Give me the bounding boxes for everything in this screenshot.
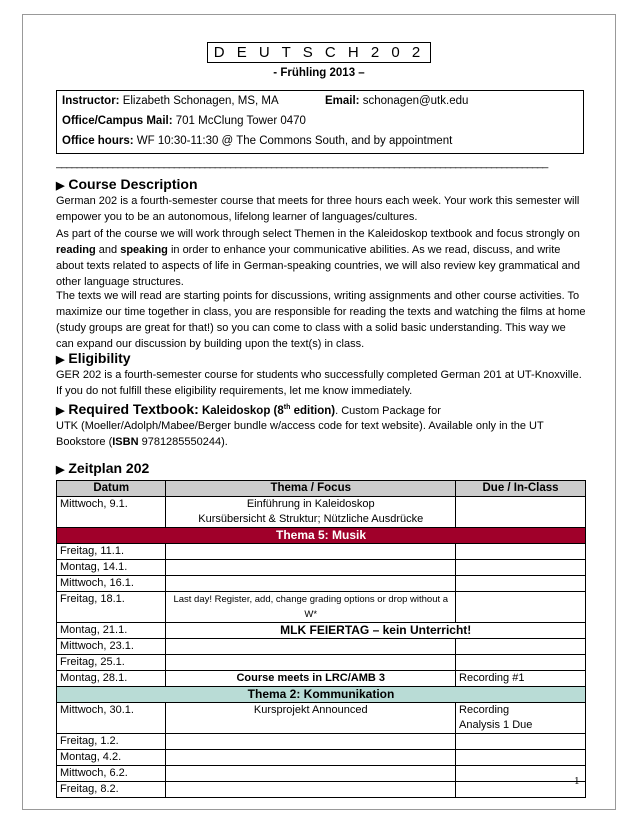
focus-cell <box>166 734 456 750</box>
p2-reading: reading <box>56 244 96 256</box>
date-cell: Montag, 14.1. <box>57 560 166 576</box>
textbook-line1-rest: . Custom Package for <box>335 405 441 417</box>
title-text: D E U T S C H 2 0 2 <box>207 42 432 63</box>
due-cell <box>456 766 586 782</box>
zeitplan-heading <box>56 460 149 476</box>
p2-speaking: speaking <box>120 244 168 256</box>
email-label: Email: <box>325 95 360 107</box>
focus-cell <box>166 750 456 766</box>
due-cell: Recording #1 <box>456 671 586 687</box>
due-cell <box>456 782 586 798</box>
textbook-text <box>56 418 586 450</box>
table-row <box>57 766 586 782</box>
focus-line-2: Kursübersicht & Struktur; Nützliche Ausdrücke <box>198 513 424 525</box>
holiday-cell: MLK FEIERTAG – kein Unterricht! <box>166 623 586 639</box>
table-row <box>57 544 586 560</box>
course-description-title: Course Description <box>68 176 198 192</box>
document-subtitle: - Frühling 2013 – <box>273 67 365 79</box>
focus-cell <box>166 655 456 671</box>
course-description-p3: The texts we will read are starting points for discussions, writing assignments and other course activities. To maximize our time together in class, you are responsible for reading the texts and watching the films at home (study groups are great for that!) so you can come to class with a solid basic understanding. This way we can expand our discussion by building upon the text(s) in class. <box>56 290 586 350</box>
email-row <box>325 95 468 107</box>
table-row <box>57 671 586 687</box>
due-cell <box>456 655 586 671</box>
table-row <box>57 750 586 766</box>
triangle-right-icon: ▶ <box>56 464 65 476</box>
p2-and: and <box>95 244 121 256</box>
table-row <box>57 623 586 639</box>
table-row <box>57 576 586 592</box>
focus-cell: Last day! Register, add, change grading options or drop without a W* <box>166 592 456 623</box>
textbook-title: Required Textbook: <box>68 401 199 417</box>
focus-cell <box>166 560 456 576</box>
textbook-line2: UTK (Moeller/Adolph/Mabee/Berger bundle w/access code for text website). Available only in the UT Bookstore ( <box>56 420 544 448</box>
hours-label: Office hours: <box>62 135 134 147</box>
thema-2-label: Thema 2: Kommunikation <box>57 687 586 703</box>
isbn-label: ISBN <box>112 436 139 448</box>
table-row <box>57 639 586 655</box>
office-value: 701 McClung Tower 0470 <box>172 115 306 127</box>
date-cell: Mittwoch, 9.1. <box>57 497 166 528</box>
thema-5-label: Thema 5: Musik <box>57 528 586 544</box>
schedule-table <box>56 480 586 798</box>
header-due: Due / In-Class <box>456 481 586 497</box>
due-line-1: Recording <box>459 704 510 716</box>
date-cell: Freitag, 18.1. <box>57 592 166 623</box>
p2-text-b: in order to enhance your communicative abilities. As we read, discuss, and write about texts related to aspects of life in German-speaking countries, we will also review key grammatical and other language structures. <box>56 244 580 288</box>
course-description-heading <box>56 176 198 192</box>
date-cell: Mittwoch, 30.1. <box>57 703 166 734</box>
thema-5-row <box>57 528 586 544</box>
date-cell: Montag, 21.1. <box>57 623 166 639</box>
hours-value: WF 10:30-11:30 @ The Commons South, and by appointment <box>133 135 453 147</box>
table-row <box>57 703 586 734</box>
focus-cell <box>166 766 456 782</box>
due-line-2: Analysis 1 Due <box>459 719 533 731</box>
date-cell: Montag, 4.2. <box>57 750 166 766</box>
instructor-value: Elizabeth Schonagen, MS, MA <box>119 95 279 107</box>
document-title <box>0 44 638 61</box>
thema-2-row <box>57 687 586 703</box>
textbook-book <box>199 405 335 417</box>
zeitplan-title: Zeitplan 202 <box>68 460 150 476</box>
focus-cell <box>166 639 456 655</box>
table-row <box>57 782 586 798</box>
eligibility-title: Eligibility <box>68 350 131 366</box>
due-cell <box>456 750 586 766</box>
focus-cell: Course meets in LRC/AMB 3 <box>166 671 456 687</box>
instructor-row <box>62 95 279 107</box>
triangle-right-icon: ▶ <box>56 354 65 366</box>
instructor-label: Instructor: <box>62 95 120 107</box>
table-header-row <box>57 481 586 497</box>
date-cell: Freitag, 25.1. <box>57 655 166 671</box>
date-cell: Mittwoch, 6.2. <box>57 766 166 782</box>
textbook-heading <box>56 401 441 417</box>
course-description-p2 <box>56 226 586 290</box>
triangle-right-icon: ▶ <box>56 405 65 417</box>
due-cell <box>456 703 586 734</box>
date-cell: Mittwoch, 23.1. <box>57 639 166 655</box>
table-row <box>57 655 586 671</box>
due-cell <box>456 639 586 655</box>
due-cell <box>456 734 586 750</box>
textbook-book-sup: th <box>283 404 291 412</box>
header-thema: Thema / Focus <box>166 481 456 497</box>
date-cell: Freitag, 8.2. <box>57 782 166 798</box>
table-row <box>57 592 586 623</box>
date-cell: Mittwoch, 16.1. <box>57 576 166 592</box>
due-cell <box>456 497 586 528</box>
focus-cell: Kursprojekt Announced <box>166 703 456 734</box>
due-cell <box>456 576 586 592</box>
textbook-book-a: Kaleidoskop (8 <box>198 405 284 417</box>
textbook-book-b: edition) <box>290 405 336 417</box>
focus-cell <box>166 544 456 560</box>
email-value[interactable]: schonagen@utk.edu <box>359 95 469 107</box>
eligibility-text: GER 202 is a fourth-semester course for students who successfully completed German 201 at UT-Knoxville. If you do not fulfill these eligibility requirements, let me know immediately. <box>56 369 582 397</box>
focus-cell <box>166 576 456 592</box>
due-cell <box>456 560 586 576</box>
date-cell: Freitag, 11.1. <box>57 544 166 560</box>
date-cell: Montag, 28.1. <box>57 671 166 687</box>
course-description-p1: German 202 is a fourth-semester course that meets for three hours each week. Your work this semester will empower you to be an autonomous, lifelong learner of languages/cultures. <box>56 195 580 223</box>
header-datum: Datum <box>57 481 166 497</box>
page-number: 1 <box>574 775 580 787</box>
due-cell <box>456 592 586 623</box>
table-row <box>57 734 586 750</box>
instructor-info-box <box>56 90 584 154</box>
isbn-value: 9781285550244). <box>138 436 228 448</box>
p2-text-a: As part of the course we will work through select Themen in the Kaleidoskop textbook and focus strongly on <box>56 228 580 240</box>
table-row <box>57 560 586 576</box>
office-label: Office/Campus Mail: <box>62 115 173 127</box>
triangle-right-icon: ▶ <box>56 180 65 192</box>
divider-rule: ________________________________________________________________________________________________ <box>56 157 548 169</box>
eligibility-heading <box>56 350 131 366</box>
hours-row <box>62 135 452 147</box>
table-row <box>57 497 586 528</box>
office-row <box>62 115 306 127</box>
due-cell <box>456 544 586 560</box>
date-cell: Freitag, 1.2. <box>57 734 166 750</box>
focus-line-1: Einführung in Kaleidoskop <box>246 498 375 510</box>
focus-cell <box>166 782 456 798</box>
focus-cell <box>166 497 456 528</box>
